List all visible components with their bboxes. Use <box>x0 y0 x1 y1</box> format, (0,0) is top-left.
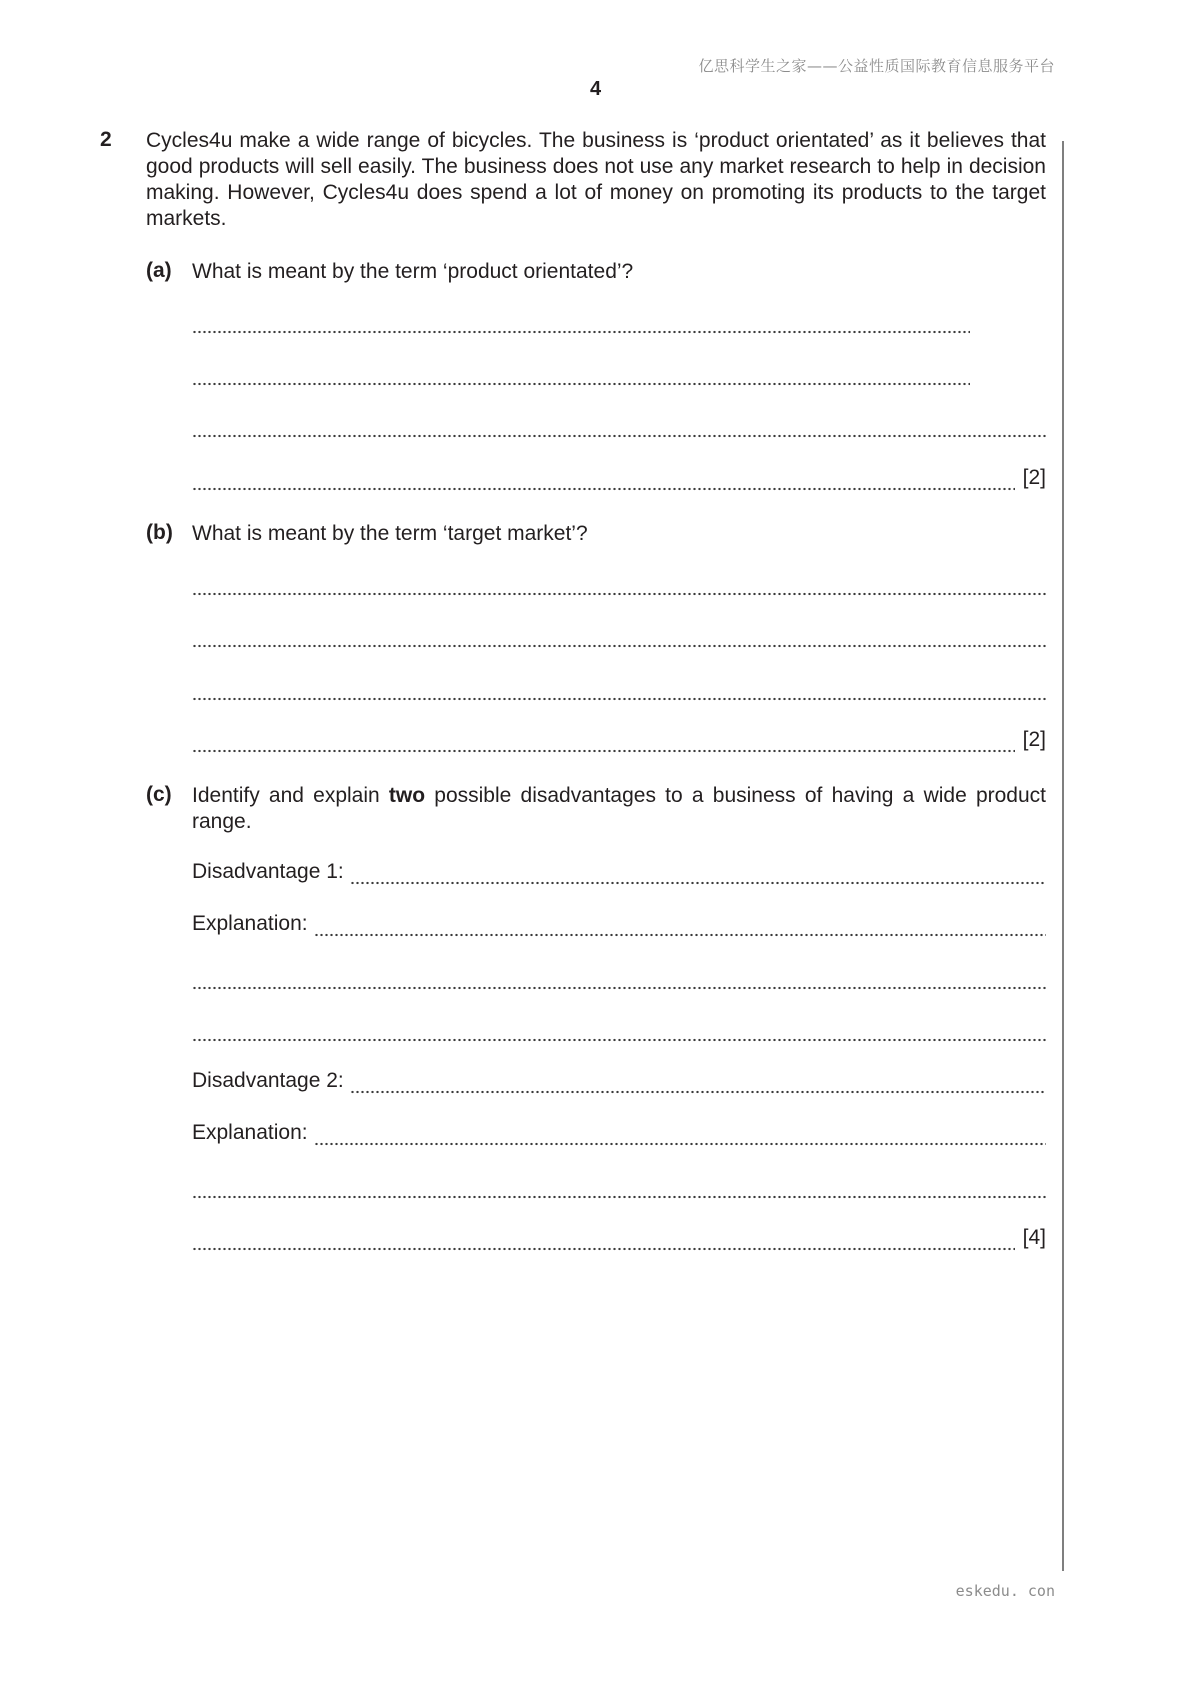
explanation-2-label: Explanation: <box>192 1121 308 1144</box>
answer-line-c1[interactable] <box>192 964 1046 990</box>
part-c-text-after: possible disadvantages to a business of having a wide product range. <box>192 784 1047 833</box>
answer-line-c2[interactable] <box>192 1016 1046 1042</box>
part-c-text <box>192 783 1046 835</box>
margin-rule <box>1062 141 1064 1571</box>
marks-allocation: [4] <box>1022 1226 1046 1249</box>
dotted-rule <box>192 416 1046 438</box>
explanation-1-line[interactable] <box>192 911 1046 937</box>
dotted-rule <box>314 915 1046 937</box>
answer-line-b4[interactable] <box>192 727 1046 753</box>
dotted-rule <box>192 364 970 386</box>
disadvantage-1-label: Disadvantage 1: <box>192 860 344 883</box>
part-a-text: What is meant by the term ‘product orientated’? <box>192 260 634 283</box>
disadvantage-2-label: Disadvantage 2: <box>192 1069 344 1092</box>
dotted-rule <box>192 968 1046 990</box>
explanation-1-label: Explanation: <box>192 912 308 935</box>
footer-watermark: eskedu. con <box>955 1582 1055 1600</box>
dotted-rule <box>192 1177 1046 1199</box>
dotted-rule <box>192 1020 1046 1042</box>
part-b-text: What is meant by the term ‘target market’? <box>192 522 588 545</box>
part-c-text-before: Identify and explain <box>192 784 389 807</box>
dotted-rule <box>192 469 1015 491</box>
disadvantage-1-line[interactable] <box>192 859 1046 885</box>
answer-line-a1[interactable] <box>192 308 970 334</box>
part-a-label: (a) <box>146 259 172 282</box>
answer-line-b1[interactable] <box>192 570 1046 596</box>
header-watermark: 亿思科学生之家——公益性质国际教育信息服务平台 <box>698 57 1055 75</box>
dotted-rule <box>350 1072 1046 1094</box>
dotted-rule <box>192 679 1046 701</box>
answer-line-a2[interactable] <box>192 360 970 386</box>
answer-line-c3[interactable] <box>192 1173 1046 1199</box>
dotted-rule <box>350 863 1046 885</box>
answer-line-a3[interactable] <box>192 412 1046 438</box>
part-c-label: (c) <box>146 783 172 806</box>
explanation-2-line[interactable] <box>192 1120 1046 1146</box>
question-number: 2 <box>100 128 112 151</box>
marks-allocation: [2] <box>1022 728 1046 751</box>
answer-line-b3[interactable] <box>192 675 1046 701</box>
answer-line-a4[interactable] <box>192 465 1046 491</box>
answer-line-c4[interactable] <box>192 1225 1046 1251</box>
marks-allocation: [2] <box>1022 466 1046 489</box>
answer-line-b2[interactable] <box>192 622 1046 648</box>
part-b-label: (b) <box>146 521 173 544</box>
question-stem: Cycles4u make a wide range of bicycles. The business is ‘product orientated’ as it believes that good products will sell easily. The business does not use any market research to help in decision making. However, Cycles4u does spend a lot of money on promoting its products to the target markets. <box>146 129 1046 230</box>
dotted-rule <box>192 574 1046 596</box>
dotted-rule <box>192 312 970 334</box>
page-number: 4 <box>589 78 602 100</box>
dotted-rule <box>192 626 1046 648</box>
part-c-text-bold: two <box>388 784 426 807</box>
dotted-rule <box>314 1124 1046 1146</box>
disadvantage-2-line[interactable] <box>192 1068 1046 1094</box>
dotted-rule <box>192 1229 1015 1251</box>
dotted-rule <box>192 731 1015 753</box>
